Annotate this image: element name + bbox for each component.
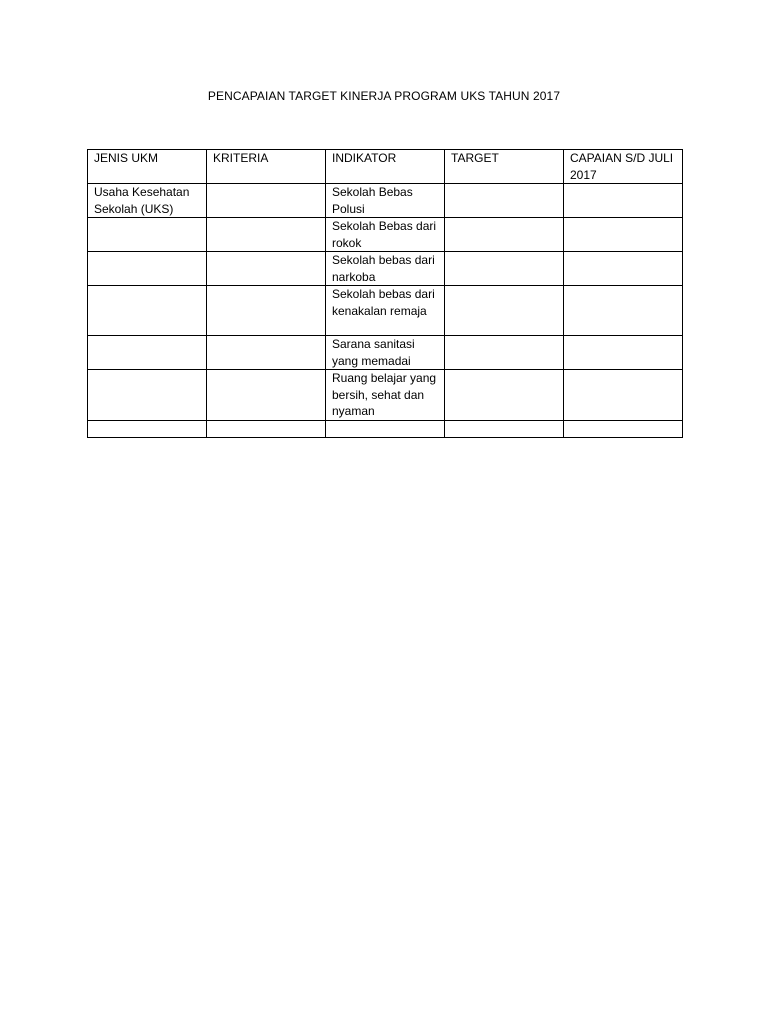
column-header-indikator: INDIKATOR (326, 150, 445, 184)
cell-indikator: Sekolah bebas dari kenakalan remaja (326, 286, 445, 336)
cell-jenis-ukm (88, 286, 207, 336)
table-header-row (88, 150, 683, 184)
table-row (88, 218, 683, 252)
cell-capaian (564, 218, 683, 252)
cell-capaian (564, 286, 683, 336)
cell-target (445, 370, 564, 421)
cell-indikator: Ruang belajar yang bersih, sehat dan nyaman (326, 370, 445, 421)
cell-kriteria (207, 184, 326, 218)
column-header-target: TARGET (445, 150, 564, 184)
cell-jenis-ukm (88, 218, 207, 252)
cell-capaian (564, 252, 683, 286)
cell-indikator: Sekolah Bebas Polusi (326, 184, 445, 218)
cell-capaian (564, 420, 683, 437)
table-row (88, 370, 683, 421)
program-target-table (87, 149, 683, 438)
cell-capaian (564, 370, 683, 421)
cell-kriteria (207, 286, 326, 336)
cell-target (445, 184, 564, 218)
cell-jenis-ukm: Usaha Kesehatan Sekolah (UKS) (88, 184, 207, 218)
cell-kriteria (207, 218, 326, 252)
document-title: PENCAPAIAN TARGET KINERJA PROGRAM UKS TAHUN 2017 (207, 89, 561, 103)
column-header-jenis-ukm: JENIS UKM (88, 150, 207, 184)
column-header-capaian: CAPAIAN S/D JULI 2017 (564, 150, 683, 184)
cell-kriteria (207, 336, 326, 370)
cell-indikator: Sarana sanitasi yang memadai (326, 336, 445, 370)
table-row (88, 336, 683, 370)
cell-target (445, 336, 564, 370)
cell-kriteria (207, 252, 326, 286)
table-row (88, 286, 683, 336)
table-row (88, 184, 683, 218)
cell-jenis-ukm (88, 370, 207, 421)
cell-capaian (564, 184, 683, 218)
cell-target (445, 420, 564, 437)
cell-target (445, 252, 564, 286)
cell-kriteria (207, 370, 326, 421)
cell-indikator: Sekolah Bebas dari rokok (326, 218, 445, 252)
table-row (88, 420, 683, 437)
table-row (88, 252, 683, 286)
cell-jenis-ukm (88, 420, 207, 437)
cell-jenis-ukm (88, 336, 207, 370)
cell-indikator: Sekolah bebas dari narkoba (326, 252, 445, 286)
cell-kriteria (207, 420, 326, 437)
cell-capaian (564, 336, 683, 370)
cell-jenis-ukm (88, 252, 207, 286)
cell-indikator (326, 420, 445, 437)
cell-target (445, 218, 564, 252)
cell-target (445, 286, 564, 336)
column-header-kriteria: KRITERIA (207, 150, 326, 184)
